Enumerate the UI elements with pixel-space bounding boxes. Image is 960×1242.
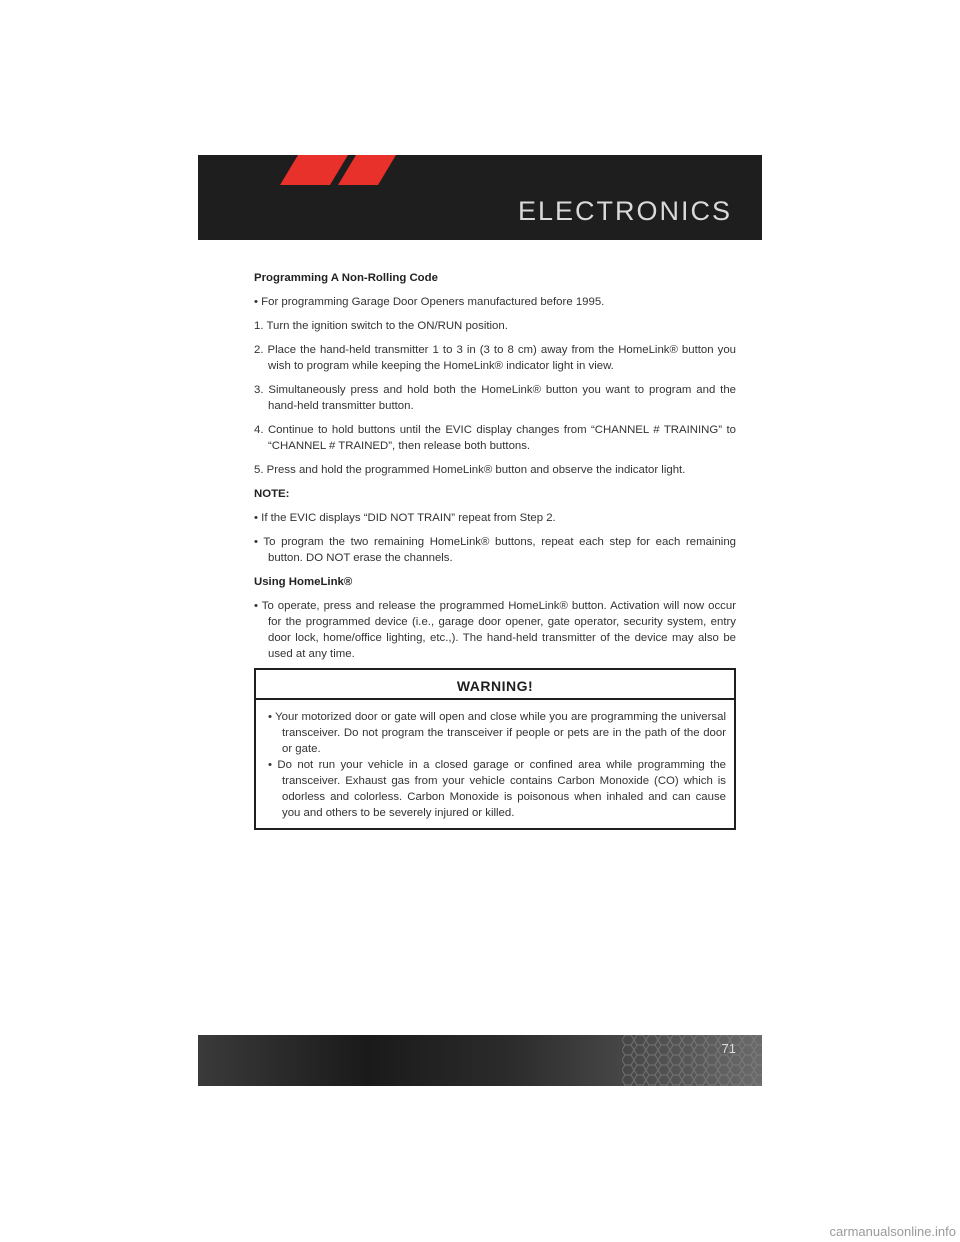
warning-box: [254, 668, 736, 830]
section-title: ELECTRONICS: [517, 196, 732, 226]
heading-non-rolling-code: Programming A Non-Rolling Code: [254, 272, 438, 284]
red-stripes-logo: [268, 155, 398, 185]
step-2: 2. Place the hand-held transmitter 1 to 3 in (3 to 8 cm) away from the HomeLink® button you wish to program while keeping the HomeLink® indicator light in view.: [254, 344, 736, 372]
main-content: [254, 270, 736, 670]
step-4: 4. Continue to hold buttons until the EVIC display changes from “CHANNEL # TRAINING” to “CHANNEL # TRAINED”, then release both buttons.: [254, 424, 736, 452]
warning-item: • Your motorized door or gate will open and close while you are programming the universal transceiver. Do not program the transceiver if people or pets are in the path of the door or gate.: [268, 711, 726, 755]
using-bullet: • To operate, press and release the programmed HomeLink® button. Activation will now occur for the programmed device (i.e., garage door opener, gate operator, security system, entry door lock, home/office lighting, etc.,). The hand-held transmitter of the device may also be used at any time.: [254, 600, 736, 660]
page-footer: [198, 1035, 762, 1086]
step-1: 1. Turn the ignition switch to the ON/RUN position.: [254, 320, 508, 332]
note-label: NOTE:: [254, 488, 290, 500]
note-1: • If the EVIC displays “DID NOT TRAIN” repeat from Step 2.: [254, 512, 556, 524]
bullet-openers: • For programming Garage Door Openers manufactured before 1995.: [254, 296, 605, 308]
note-2: • To program the two remaining HomeLink® buttons, repeat each step for each remaining button. DO NOT erase the channels.: [254, 536, 736, 564]
page-number: 71: [721, 1041, 736, 1056]
watermark: carmanualsonline.info: [829, 1224, 956, 1239]
grille-pattern: [622, 1035, 762, 1086]
warning-body: [256, 700, 734, 821]
section-header: [198, 155, 762, 240]
warning-title: WARNING!: [256, 670, 734, 700]
step-3: 3. Simultaneously press and hold both the HomeLink® button you want to program and the hand-held transmitter button.: [254, 384, 736, 412]
step-5: 5. Press and hold the programmed HomeLink® button and observe the indicator light.: [254, 464, 686, 476]
heading-using-homelink: Using HomeLink®: [254, 576, 353, 588]
warning-item: • Do not run your vehicle in a closed garage or confined area while programming the transceiver. Exhaust gas from your vehicle contains Carbon Monoxide (CO) which is odorless and colorless. Carbon Monoxide is poisonous when inhaled and can cause you and others to be severely injured or killed.: [268, 759, 726, 819]
